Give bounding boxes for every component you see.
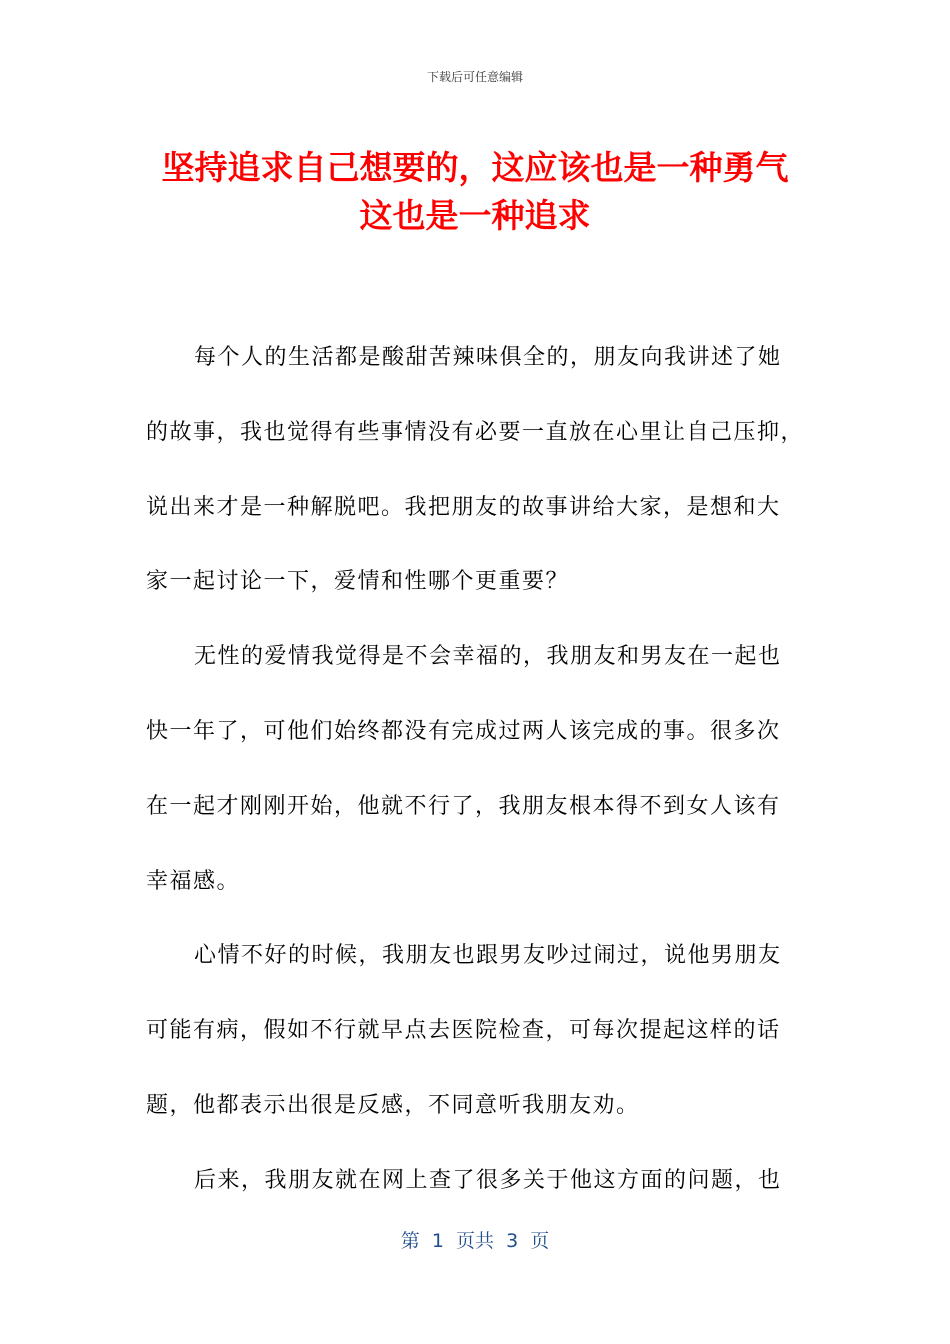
body-line: 说出来才是一种解脱吧。我把朋友的故事讲给大家，是想和大 <box>146 494 781 520</box>
header-note: 下载后可任意编辑 <box>426 70 523 84</box>
body-line: 无性的爱情我觉得是不会幸福的，我朋友和男友在一起也 <box>194 644 782 670</box>
document-body <box>146 321 806 1219</box>
title-line-1: 坚持追求自己想要的，这应该也是一种勇气 <box>161 148 789 187</box>
body-line: 的故事，我也觉得有些事情没有必要一直放在心里让自己压抑， <box>146 419 805 445</box>
body-line: 每个人的生活都是酸甜苦辣味俱全的，朋友向我讲述了她 <box>194 345 782 370</box>
body-line: 后来，我朋友就在网上查了很多关于他这方面的问题，也 <box>194 1167 782 1193</box>
body-line: 在一起才刚刚开始，他就不行了，我朋友根本得不到女人该有 <box>146 793 781 819</box>
body-line: 家一起讨论一下，爱情和性哪个更重要？ <box>146 569 570 595</box>
body-line: 题，他都表示出很是反感，不同意听我朋友劝。 <box>146 1092 640 1118</box>
body-line: 可能有病，假如不行就早点去医院检查，可每次提起这样的话 <box>146 1018 781 1044</box>
page-footer: 第 1 页共 3 页 <box>400 1230 550 1252</box>
document-title <box>60 144 890 240</box>
body-line: 快一年了，可他们始终都没有完成过两人该完成的事。很多次 <box>146 718 781 744</box>
body-line: 幸福感。 <box>146 868 241 894</box>
title-line-2: 这也是一种追求 <box>359 196 591 235</box>
body-line: 心情不好的时候，我朋友也跟男友吵过闹过，说他男朋友 <box>194 943 782 969</box>
